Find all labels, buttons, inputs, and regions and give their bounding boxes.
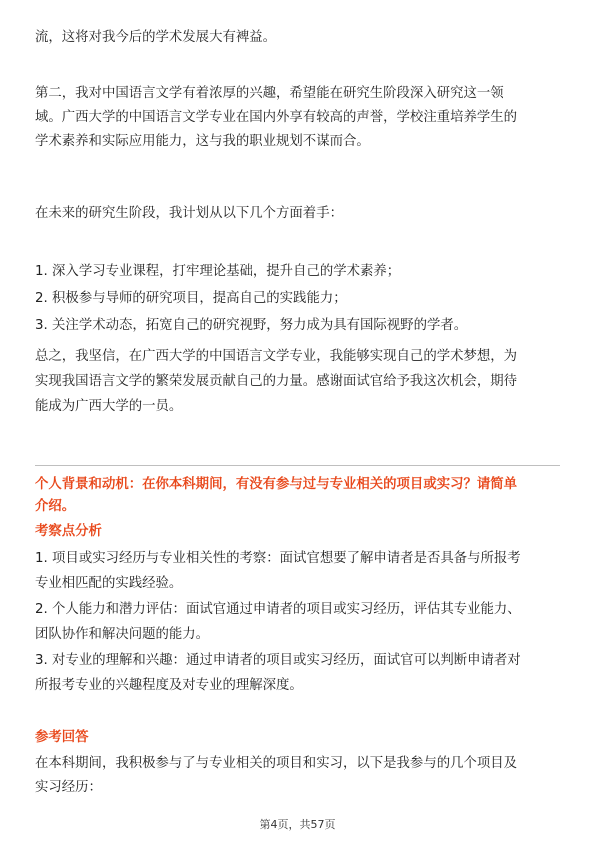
text-line: 总之，我坚信，在广西大学的中国语言文学专业，我能够实现自己的学术梦想，为 xyxy=(35,349,518,364)
answer-heading: 参考回答 xyxy=(35,730,89,745)
analysis-line: 所报考专业的兴趣程度及对专业的理解深度。 xyxy=(35,678,303,694)
plan-list xyxy=(35,258,560,339)
text-line: 流，这将对我今后的学术发展大有裨益。 xyxy=(35,30,277,45)
question-line: 介绍。 xyxy=(35,499,76,514)
list-item: 3. 关注学术动态，拓宽自己的研究视野，努力成为具有国际视野的学者。 xyxy=(35,318,468,333)
analysis-heading: 考察点分析 xyxy=(35,524,102,539)
text-line: 域。广西大学的中国语言文学专业在国内外享有较高的声誉，学校注重培养学生的 xyxy=(35,110,518,125)
text-line: 能成为广西大学的一员。 xyxy=(35,399,183,414)
answer-line: 在本科期间，我积极参与了与专业相关的项目和实习，以下是我参与的几个项目及 xyxy=(35,756,518,771)
analysis-list xyxy=(35,546,560,698)
essay-paragraph-2 xyxy=(35,82,560,154)
page-number: 第4页，共57页 xyxy=(259,818,336,831)
analysis-line: 团队协作和解决问题的能力。 xyxy=(35,627,210,643)
text-line: 学术素养和实际应用能力，这与我的职业规划不谋而合。 xyxy=(35,134,370,149)
essay-paragraph-3 xyxy=(35,202,560,226)
analysis-line: 3. 对专业的理解和兴趣：通过申请者的项目或实习经历，面试官可以判断申请者对 xyxy=(35,652,521,668)
text-line: 在未来的研究生阶段，我计划从以下几个方面着手： xyxy=(35,206,343,221)
interview-question xyxy=(35,474,560,518)
list-item: 1. 深入学习专业课程，打牢理论基础，提升自己的学术素养； xyxy=(35,264,401,279)
text-line: 第二，我对中国语言文学有着浓厚的兴趣，希望能在研究生阶段深入研究这一领 xyxy=(35,86,504,101)
question-line: 个人背景和动机：在你本科期间，有没有参与过与专业相关的项目或实习？请简单 xyxy=(35,477,518,492)
analysis-line: 专业相匹配的实践经验。 xyxy=(35,576,183,592)
section-divider xyxy=(35,465,560,466)
answer-line: 实习经历： xyxy=(35,780,102,795)
list-item: 2. 积极参与导师的研究项目，提高自己的实践能力； xyxy=(35,291,347,306)
analysis-line: 1. 项目或实习经历与专业相关性的考察：面试官想要了解申请者是否具备与所报考 xyxy=(35,551,521,566)
text-line: 实现我国语言文学的繁荣发展贡献自己的力量。感谢面试官给予我这次机会，期待 xyxy=(35,374,518,389)
essay-paragraph-1 xyxy=(35,26,560,50)
essay-paragraph-4 xyxy=(35,344,560,419)
analysis-line: 2. 个人能力和潜力评估：面试官通过申请者的项目或实习经历，评估其专业能力、 xyxy=(35,601,521,617)
answer-text xyxy=(35,752,560,800)
